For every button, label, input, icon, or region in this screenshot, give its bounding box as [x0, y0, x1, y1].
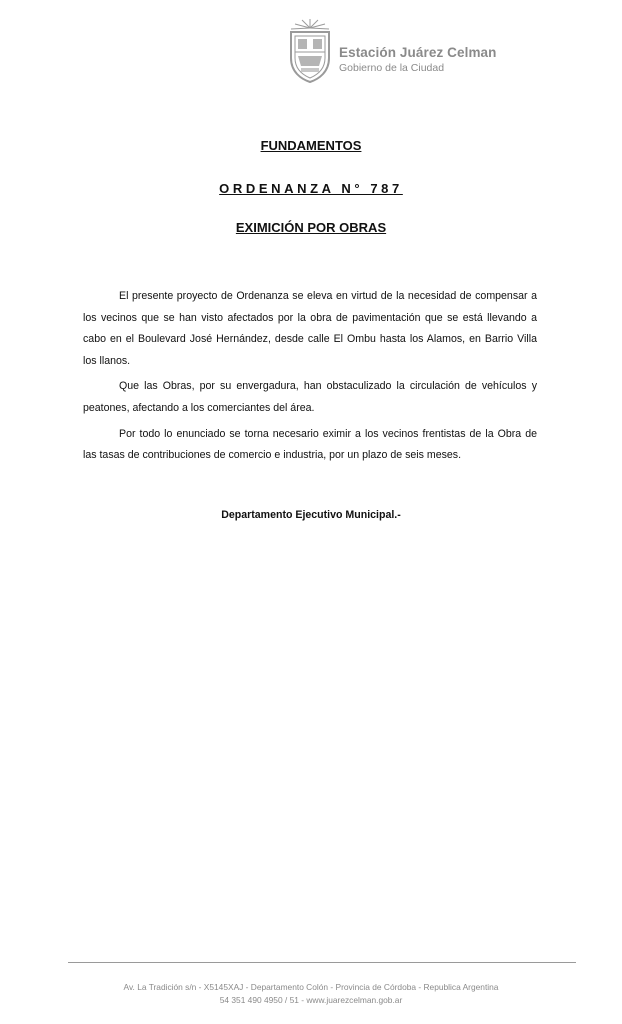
body-paragraph: El presente proyecto de Ordenanza se eleva en virtud de la necesidad de compensar a los vecinos que se han visto afectados por la obra de pavimentación que se está llevando a cabo en el Boulevard José Hernández, desde calle El Ombu hasta los Alamos, en Barrio Villa los llanos. — [83, 290, 537, 367]
document-body — [83, 286, 537, 471]
org-name: Estación Juárez Celman — [339, 45, 497, 60]
body-paragraph: Por todo lo enunciado se torna necesario eximir a los vecinos frentistas de la Obra de las tasas de contribuciones de comercio e industria, por un plazo de seis meses. — [83, 427, 537, 462]
footer-address: Av. La Tradición s/n - X5145XAJ - Departamento Colón - Provincia de Córdoba - Republica Argentina — [123, 982, 499, 992]
heading-fundamentos: FUNDAMENTOS — [260, 138, 362, 153]
heading-eximicion: EXIMICIÓN POR OBRAS — [235, 220, 387, 235]
municipal-crest-icon — [285, 18, 335, 84]
footer-contact: 54 351 490 4950 / 51 - www.juarezcelman.gob.ar — [219, 995, 403, 1005]
heading-ordenanza: ORDENANZA N° 787 — [219, 181, 403, 196]
signature-line: Departamento Ejecutivo Municipal.- — [221, 509, 401, 521]
body-paragraph: Que las Obras, por su envergadura, han obstaculizado la circulación de vehículos y peatones, afectando a los comerciantes del área. — [83, 380, 537, 414]
footer-divider — [68, 962, 576, 963]
letterhead — [285, 18, 585, 88]
org-subtitle: Gobierno de la Ciudad — [339, 62, 445, 74]
